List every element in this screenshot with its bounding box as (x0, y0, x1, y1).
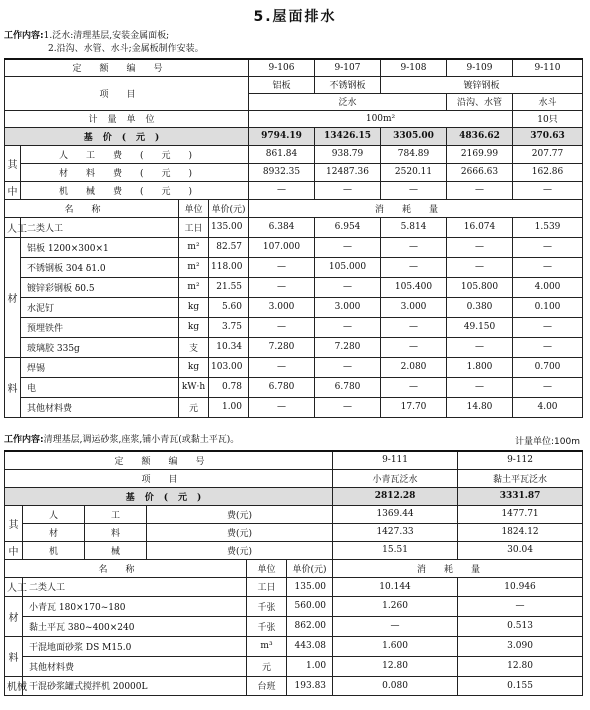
table-row: 材 铝板 1200×300×1 m² 82.57 107.000 — — — — (5, 237, 583, 257)
table-row: 不锈钢板 304 δ1.0 m² 118.00 — 105.000 — — — (5, 257, 583, 277)
table-row: 电 kW·h 0.78 6.780 6.780 — — — (5, 377, 583, 397)
quota-no-label: 定额编号 (5, 59, 249, 76)
table-row: 黏土平瓦 380~400×240 千张 862.00 — 0.513 (5, 616, 583, 636)
page-title: 5.屋面排水 (253, 9, 337, 25)
table-row: 玻璃胶 335g 支 10.34 7.280 7.280 — — — (5, 337, 583, 357)
table-row: 料 焊锡 kg 103.00 — — 2.080 1.800 0.700 (5, 357, 583, 377)
breakdown-row: 中 机械费(元) — — — — — (5, 181, 583, 199)
breakdown-row: 材 料 费(元) 1427.33 1824.12 (5, 523, 583, 541)
table-row: 水泥钉 kg 5.60 3.000 3.000 3.000 0.380 0.100 (5, 297, 583, 317)
table-row: 其他材料费 元 1.00 — — 17.70 14.80 4.00 (5, 397, 583, 417)
work-content-2: 工作内容:清理基层,调运砂浆,座浆,铺小青瓦(或黏土平瓦)。 (4, 435, 240, 445)
item-label: 项目 (5, 76, 249, 110)
breakdown-row: 其 人 工 费(元) 1369.44 1477.71 (5, 505, 583, 523)
unit-label-2: 计量单位:100m (515, 437, 580, 447)
quota-table-2: 定额编号 9-111 9-112 项目 小青瓦泛水 黏土平瓦泛水 基价(元) 2812.28 3331.87 其 人 工 费(元) 1369.44 1477.71 材 料 费(元) 1427.33 1824.12 中 机 械 费(元) 15.51 30.04 名称 单位 单价(元) 消耗量 人工 二类人工 工日 135.00 10.144 10.946 材 小青瓦 180×170~180 千张 560.00 1.260 — 黏土平瓦 380~400×240 千张 862.00 — 0.513 料 干混地面砂浆 DS M15.0 m³ 443.08 1.600 3.090 其他材料费 元 1.00 12.80 12.80 机械 干混砂浆罐式搅拌机 20000L 台班 193.83 0.080 0.155 (4, 450, 583, 696)
table-row: 料 干混地面砂浆 DS M15.0 m³ 443.08 1.600 3.090 (5, 636, 583, 656)
breakdown-row: 其 人工费(元) 861.84 938.79 784.89 2169.99 207.77 (5, 145, 583, 163)
quota-table-1: 定额编号 9-106 9-107 9-108 9-109 9-110 项目 铝板 不锈钢板 镀锌钢板 泛水 沿沟、水管 水斗 计量单位 100m² 10只 基价(元) 9794.19 13426.15 3305.00 4836.62 370.63 其 人工费(元) 861.84 938.79 784.89 2169.99 207.77 材料费(元) 8932.35 12487.36 2520.11 2666.63 162.86 中 机械费(元) — — — — — 名称 单位 单价(元) 消耗量 人工 二类人工 工日 135.00 6.384 6.954 5.814 16.074 1.539 材 铝板 1200×300×1 m² 82.57 107.000 — — — — 不锈钢板 304 δ1.0 m² 118.00 — 105.000 — — — 镀锌彩钢板 δ0.5 m² 21.55 — — 105.400 105.800 4.000 水泥钉 kg 5.60 3.000 3.000 3.000 0.380 0.100 预埋铁件 kg 3.75 — — — 49.150 — 玻璃胶 335g 支 10.34 7.280 7.280 — — — 料 焊锡 kg 103.00 — — 2.080 1.800 0.700 电 kW·h 0.78 6.780 6.780 — — — 其他材料费 元 1.00 — — 17.70 14.80 4.00 (4, 58, 583, 418)
table-row: 材 小青瓦 180×170~180 千张 560.00 1.260 — (5, 596, 583, 616)
work-content-1: 工作内容:1.泛水:清理基层,安装金属面板; 2.沿沟、水管、水斗;金属板制作安装。 (4, 31, 204, 54)
breakdown-row: 中 机 械 费(元) 15.51 30.04 (5, 541, 583, 559)
table-row: 预埋铁件 kg 3.75 — — — 49.150 — (5, 317, 583, 337)
table-row: 镀锌彩钢板 δ0.5 m² 21.55 — — 105.400 105.800 4.000 (5, 277, 583, 297)
breakdown-row: 材料费(元) 8932.35 12487.36 2520.11 2666.63 162.86 (5, 163, 583, 181)
table-row: 其他材料费 元 1.00 12.80 12.80 (5, 656, 583, 676)
base-price-label: 基价(元) (5, 127, 249, 145)
